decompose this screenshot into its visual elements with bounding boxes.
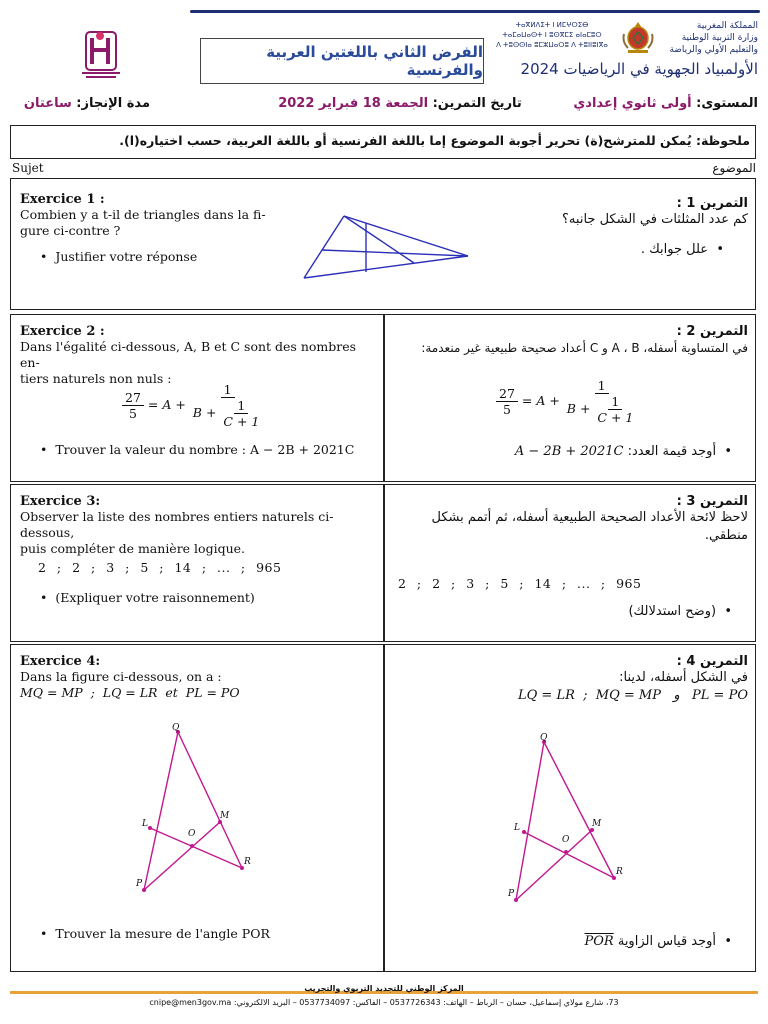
ex1-bullet-fr-text: Justifier votre réponse [55, 249, 198, 264]
eq-a: = A + [147, 397, 186, 412]
tifinagh-line-3: ⴷ ⵜⵓⵙⵙⵏⴰ ⵓⵎⵣⵡⴰⵔⵓ ⴷ ⵜⵓⵏⵏⵓⵏⴳⴰ [496, 41, 608, 49]
ex2-bullet-fr-text: Trouver la valeur du nombre : A − 2B + 2021C [55, 442, 355, 457]
ex1-text-fr-1: Combien y a t-il de triangles dans la fi- [20, 207, 266, 222]
ex3-bullet-ar [392, 604, 732, 619]
regional-logo [78, 28, 124, 84]
ministry-line-2: وزارة التربية الوطنية [681, 33, 758, 43]
ex3-fr [20, 494, 376, 557]
label-l: L [142, 819, 148, 829]
ex3-text-fr-2: puis compléter de manière logique. [20, 541, 245, 556]
fig4ar-side-qp [516, 742, 544, 900]
ex3-text-fr-1: Observer la liste des nombres entiers naturels ci-dessous, [20, 509, 334, 540]
ex4-text-fr-1: Dans la figure ci-dessous, on a : [20, 669, 222, 684]
label-o-ar: O [562, 835, 570, 845]
ex4-title-ar: التمرين 4 : [676, 654, 748, 669]
frac-5: 5 [128, 406, 137, 421]
ex1-bullet-ar-text: علل جوابك . [640, 242, 709, 257]
footer-line-2: 73، شارع مولاي إسماعيل، حسان – الرباط – الهاتف: 0537726343 – الفاكس: 0537734097 – البريد الالكتروني: cnipe@men3gov.ma [149, 998, 619, 1007]
bullet-icon: • [40, 249, 56, 264]
fig4-side-lr [150, 828, 242, 868]
innermost-num: 1 [234, 398, 248, 414]
tifinagh-header [492, 20, 612, 50]
ex4-figure-fr [120, 718, 260, 898]
bullet-icon: • [40, 442, 56, 457]
ex2-text-fr-1: Dans l'égalité ci-dessous, A, B et C sont des nombres en- [20, 339, 357, 370]
date-field [255, 96, 545, 111]
ex3-bullet-fr-text: (Expliquer votre raisonnement) [55, 590, 255, 605]
ex1-bullet-ar [500, 241, 748, 259]
ex2-bullet-ar-expr: A − 2B + 2021C [514, 444, 624, 459]
ex2-fr [20, 324, 376, 387]
label-q-ar: Q [540, 733, 548, 743]
label-q: Q [172, 723, 180, 733]
ex4-text-ar-1: في الشكل أسفله، لدينا: [619, 670, 748, 685]
label-r: R [244, 857, 251, 867]
innermost-den: C + 1 [223, 414, 260, 429]
date-label: تاريخ التمرين: [432, 96, 522, 111]
ex2-bullet-ar [392, 444, 732, 459]
ex1-ar [500, 196, 748, 259]
bullet-icon: • [40, 590, 56, 605]
tifinagh-line-2: ⵜⴰⵎⴰⵡⴰⵙⵜ ⵏ ⵓⵙⴳⵎⵉ ⴰⵏⴰⵎⵓⵔ [502, 31, 602, 39]
frac-27: 27 [122, 390, 144, 406]
innermost-den-ar: C + 1 [597, 410, 634, 425]
ex1-title-fr: Exercice 1 : [20, 192, 105, 207]
ex1-text-ar: كم عدد المثلثات في الشكل جانبه؟ [562, 212, 748, 227]
ex3-ar [392, 494, 748, 545]
ex4-bullet-ar [392, 934, 732, 949]
ex2-text-fr-2: tiers naturels non nuls : [20, 371, 172, 386]
label-r-ar: R [616, 867, 623, 877]
ex2-text-ar: في المتساوية أسفله، A ، B و C أعداد صحيحة طبيعية غير منعدمة: [421, 341, 748, 355]
fig4-side-qr [178, 732, 242, 868]
duration-value: ساعتان [23, 96, 72, 111]
bullet-icon: • [716, 444, 732, 459]
fig4ar-side-pm [516, 830, 592, 900]
ex3-sequence-ar: 2 ; 2 ; 3 ; 5 ; 14 ; ... ; 965 [398, 576, 642, 591]
level-value: أولى ثانوي إعدادي [573, 96, 692, 111]
fig1-edge-bottom [304, 256, 468, 278]
ex2-bullet-ar-label: أوجد قيمة العدد: [627, 444, 717, 459]
ex3-sequence-fr: 2 ; 2 ; 3 ; 5 ; 14 ; ... ; 965 [38, 560, 282, 575]
label-p-ar: P [508, 889, 515, 899]
header-top-rule [190, 10, 760, 13]
sujet-label-ar: الموضوع [712, 161, 756, 175]
ex4-bullet-ar-text: أوجد قياس الزاوية [617, 934, 717, 949]
exam-title-box: الفرض الثاني باللغتين العربية والفرنسية [200, 38, 484, 84]
fig1-edge-left [304, 216, 344, 278]
inner-num-ar: 1 [595, 378, 609, 394]
note-text: ملحوظة: يُمكن للمترشح(ة) تحرير أجوبة الموضوع إما باللغة الفرنسية أو باللغة العربية، حسب اختياره(ا). [119, 133, 750, 148]
ex1-fr [20, 192, 280, 264]
fig4-side-qp [144, 732, 178, 890]
ex4-angle-label: $\overline{POR}$ [584, 934, 614, 949]
olympiad-title: الأولمبياد الجهوية في الرياضيات 2024 [520, 60, 758, 78]
sujet-label-fr: Sujet [12, 161, 44, 175]
ex3-text-ar-1: لاحظ لائحة الأعداد الصحيحة الطبيعية أسفله، ثم أتمم بشكل [431, 510, 748, 525]
ex4-cond-fr: MQ = MP ; LQ = LR et PL = PO [20, 685, 240, 700]
ministry-line-1: المملكة المغربية [696, 21, 758, 31]
ex3-bullet-fr [40, 590, 255, 605]
ex3-text-ar-2: منطقي. [704, 528, 748, 543]
inner-num: 1 [221, 382, 235, 398]
level-field [560, 96, 758, 111]
ex2-ar [392, 324, 748, 357]
bullet-icon: • [716, 934, 732, 949]
duration-field [10, 96, 150, 111]
fig4ar-side-qr [544, 742, 614, 878]
inner-den [190, 398, 266, 429]
ex4-bullet-fr [40, 926, 270, 941]
ex2-equation-fr [122, 382, 265, 429]
ex1-title-ar: التمرين 1 : [676, 196, 748, 211]
inner-b-ar: B + [566, 401, 591, 416]
ex1-text-fr-2: gure ci-contre ? [20, 223, 121, 238]
label-m-ar: M [592, 819, 602, 829]
level-label: المستوى: [696, 96, 758, 111]
fig4-side-pm [144, 822, 220, 890]
inner-den-ar [564, 394, 640, 425]
label-p: P [136, 879, 143, 889]
ex3-title-fr: Exercice 3: [20, 494, 101, 509]
fig1-cevian-2 [344, 216, 414, 263]
duration-label: مدة الإنجاز: [76, 96, 150, 111]
ex3-bullet-ar-text: (وضح استدلالك) [628, 604, 717, 619]
label-l-ar: L [514, 823, 520, 833]
ex4-title-fr: Exercice 4: [20, 654, 101, 669]
ex2-bullet-fr [40, 442, 354, 457]
ex4-figure-ar [496, 728, 636, 908]
ministry-line-3: والتعليم الأولي والرياضة [669, 45, 758, 55]
date-value: الجمعة 18 فبراير 2022 [278, 96, 429, 111]
footer-line-1: المركز الوطني للتجديد التربوي والتجريب [304, 984, 464, 993]
ex1-triangle-figure [296, 210, 476, 282]
ex4-cond-ar: PL = PO و LQ = LR ; MQ = MP [518, 688, 748, 703]
ex4-ar [392, 654, 748, 705]
label-o: O [188, 829, 196, 839]
ex4-bullet-fr-text: Trouver la mesure de l'angle POR [55, 926, 270, 941]
bullet-icon: • [40, 926, 56, 941]
innermost-num-ar: 1 [608, 394, 622, 410]
ex2-equation-ar [496, 378, 639, 425]
tifinagh-line-1: ⵜⴰⴳⵍⴷⵉⵜ ⵏ ⵍⵎⵖⵔⵉⴱ [515, 21, 589, 29]
ex4-fr [20, 654, 376, 701]
inner-b: B + [192, 405, 217, 420]
frac-27-ar: 27 [496, 386, 518, 402]
bullet-icon: • [708, 242, 724, 257]
ex1-bullet-fr [20, 249, 280, 264]
ministry-block [650, 20, 758, 56]
label-m: M [220, 811, 230, 821]
ex2-title-fr: Exercice 2 : [20, 324, 105, 339]
frac-5-ar: 5 [502, 402, 511, 417]
eq-a-ar: = A + [521, 393, 560, 408]
fig1-edge-top [344, 216, 468, 256]
bullet-icon: • [716, 604, 732, 619]
ex3-title-ar: التمرين 3 : [676, 494, 748, 509]
ex2-title-ar: التمرين 2 : [676, 324, 748, 339]
